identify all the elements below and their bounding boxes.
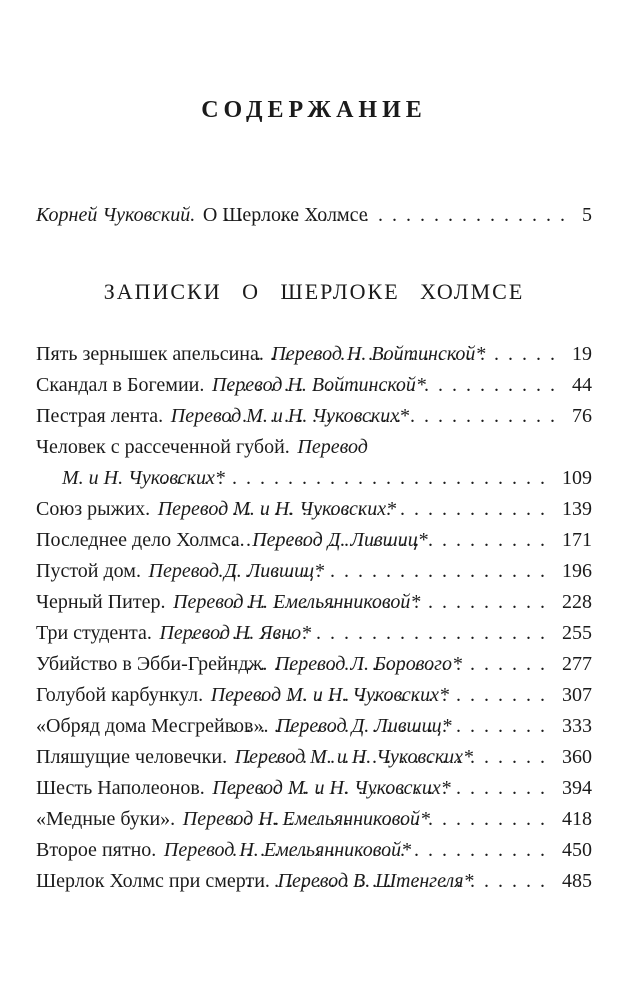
- toc-entry-text: [36, 618, 312, 649]
- entry-translator: М. и Н. Чуковских*: [62, 467, 225, 489]
- toc-entry-text: [36, 401, 410, 432]
- toc-entry-text: [36, 339, 486, 370]
- entry-title: Черный Питер.: [36, 591, 166, 613]
- entry-translator: Перевод Н. Емельянниковой*: [182, 808, 431, 830]
- entry-title: Союз рыжих.: [36, 498, 151, 520]
- dot-leader: [236, 649, 554, 680]
- toc-entry-text: [36, 556, 325, 587]
- entry-translator: Перевод Д. Лившиц*: [276, 715, 452, 737]
- toc-entry-text: [36, 866, 474, 897]
- toc-entry: [36, 866, 592, 897]
- entry-translator: Перевод Н. Емельянниковой*: [173, 591, 421, 613]
- entry-title: Последнее дело Холмса.: [36, 529, 245, 551]
- toc-entry: [36, 494, 592, 525]
- toc-entry: [36, 711, 592, 742]
- toc-entry: [36, 432, 592, 463]
- section-heading: ЗАПИСКИ О ШЕРЛОКЕ ХОЛМСЕ: [103, 279, 525, 304]
- dot-leader: [233, 711, 554, 742]
- entry-page: 360: [562, 746, 592, 768]
- dot-leader: [233, 773, 554, 804]
- entry-page: 76: [572, 405, 592, 427]
- dot-leader: [239, 866, 554, 897]
- dot-leader: [232, 680, 554, 711]
- dot-leader: [239, 742, 554, 773]
- entry-page: 228: [562, 591, 592, 613]
- toc-entry: [36, 804, 592, 835]
- entry-page: 333: [562, 715, 592, 737]
- entry-page: 450: [562, 839, 592, 861]
- entry-title: Человек с рассеченной губой.: [36, 436, 290, 458]
- dot-leader: [224, 587, 554, 618]
- dot-leader: [246, 339, 564, 370]
- entry-translator: Перевод М. и Н. Чуковских*: [157, 498, 397, 520]
- toc-entry: [36, 401, 592, 432]
- entry-page: 196: [562, 560, 592, 582]
- intro-entry-text: [36, 200, 368, 231]
- toc-entry: [36, 680, 592, 711]
- toc-entry-text: [36, 649, 462, 680]
- toc-entry-text: [36, 525, 428, 556]
- entry-page: 485: [562, 870, 592, 892]
- entry-page: 109: [562, 467, 592, 489]
- intro-author: Корней Чуковский.: [36, 204, 196, 226]
- intro-page: 5: [582, 204, 592, 226]
- entry-translator: Перевод Д. Лившиц*: [252, 529, 428, 551]
- entry-title: Второе пятно.: [36, 839, 157, 861]
- toc-entry-text: [36, 742, 474, 773]
- toc-list: [36, 339, 592, 897]
- entry-title: Шесть Наполеонов.: [36, 777, 205, 799]
- entry-page: 139: [562, 498, 592, 520]
- toc-entry-text: [36, 587, 421, 618]
- toc-entry: [36, 835, 592, 866]
- toc-entry-text: [62, 463, 225, 494]
- toc-entry: [36, 618, 592, 649]
- entry-title: Пустой дом.: [36, 560, 141, 582]
- toc-entry: [36, 587, 592, 618]
- intro-title: О Шерлоке Холмсе: [202, 204, 368, 226]
- entry-title: Пляшущие человечки.: [36, 746, 228, 768]
- entry-translator: Перевод Н. Войтинской*: [211, 374, 426, 396]
- dot-leader: [227, 804, 554, 835]
- dot-leader: [226, 525, 554, 556]
- toc-entry-text: [36, 432, 368, 463]
- entry-title: Пять зернышек апельсина.: [36, 343, 264, 365]
- entry-translator: Перевод М. и Н. Чуковских*: [212, 777, 451, 799]
- intro-entry: [36, 200, 592, 231]
- dot-leader: [162, 463, 554, 494]
- toc-entry: [36, 742, 592, 773]
- entry-translator: Перевод М. и Н. Чуковских*: [210, 684, 450, 706]
- toc-entry-text: [36, 680, 450, 711]
- dot-leader: [213, 200, 574, 231]
- entry-title: «Обряд дома Месгрейвов».: [36, 715, 269, 737]
- entry-translator: Перевод Н. Явно*: [159, 622, 312, 644]
- entry-page: 44: [572, 374, 592, 396]
- dot-leader: [229, 370, 564, 401]
- toc-entry-text: [36, 370, 426, 401]
- entry-page: 277: [562, 653, 592, 675]
- entry-title: Пестрая лента.: [36, 405, 164, 427]
- dot-leader: [192, 556, 554, 587]
- entry-page: 394: [562, 777, 592, 799]
- dot-leader: [187, 618, 554, 649]
- toc-entry-text: [36, 711, 452, 742]
- entry-translator: Перевод Н. Емельянниковой*: [163, 839, 412, 861]
- toc-entry: [36, 370, 592, 401]
- entry-page: 171: [562, 529, 592, 551]
- toc-entry: [36, 649, 592, 680]
- entry-translator: Перевод В. Штенгеля*: [277, 870, 474, 892]
- toc-entry: [36, 525, 592, 556]
- entry-title: «Медные буки».: [36, 808, 176, 830]
- entry-title: Три студента.: [36, 622, 152, 644]
- entry-translator: Перевод: [297, 436, 368, 458]
- entry-page: 307: [562, 684, 592, 706]
- toc-entry: [36, 339, 592, 370]
- toc-entry: [36, 556, 592, 587]
- dot-leader: [224, 401, 564, 432]
- toc-entry: [36, 773, 592, 804]
- entry-page: 19: [572, 343, 592, 365]
- toc-entry: [36, 463, 592, 494]
- toc-entry-text: [36, 835, 412, 866]
- entry-translator: Перевод М. и Н. Чуковских*: [234, 746, 474, 768]
- entry-page: 255: [562, 622, 592, 644]
- entry-title: Шерлок Холмс при смерти.: [36, 870, 270, 892]
- entry-translator: Перевод Н. Войтинской*: [271, 343, 486, 365]
- page-title: СОДЕРЖАНИЕ: [201, 97, 427, 123]
- toc-entry-text: [36, 494, 397, 525]
- entry-title: Убийство в Эбби-Грейндж.: [36, 653, 268, 675]
- entry-translator: Перевод Д. Лившиц*: [148, 560, 325, 582]
- entry-title: Голубой карбункул.: [36, 684, 204, 706]
- toc-entry-text: [36, 773, 451, 804]
- entry-translator: Перевод Л. Борового*: [274, 653, 462, 675]
- entry-page: 418: [562, 808, 592, 830]
- dot-leader: [221, 835, 554, 866]
- toc-entry-text: [36, 804, 431, 835]
- dot-leader: [216, 494, 554, 525]
- entry-translator: Перевод М. и Н. Чуковских*: [170, 405, 410, 427]
- entry-title: Скандал в Богемии.: [36, 374, 205, 396]
